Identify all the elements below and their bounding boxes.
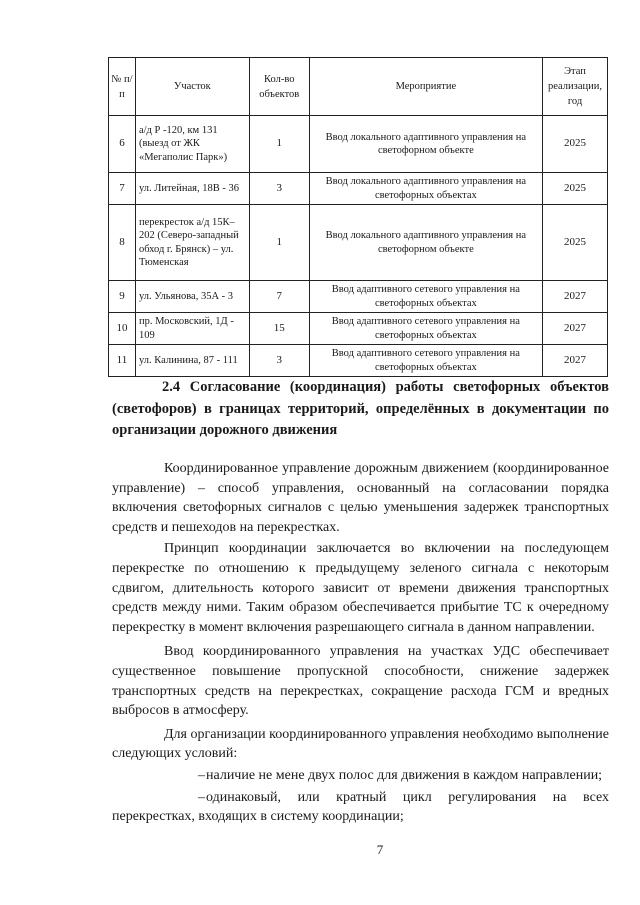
row-year: 2025	[543, 205, 608, 281]
table-row	[109, 205, 608, 281]
row-location: ул. Литейная, 18В - 36	[135, 173, 249, 205]
row-number: 8	[109, 205, 136, 281]
row-measure: Ввод адаптивного сетевого управления на светофорных объектах	[309, 345, 542, 377]
row-measure: Ввод локального адаптивного управления на светофорном объекте	[309, 205, 542, 281]
list-item	[112, 766, 609, 786]
header-location: Участок	[135, 58, 249, 116]
row-location: перекресток а/д 15К–202 (Северо-западный обход г. Брянск) – ул. Тюменская	[135, 205, 249, 281]
list-dash: –	[198, 789, 205, 805]
list-item	[112, 788, 609, 827]
list-item-text: наличие не мене двух полос для движения в каждом направлении;	[206, 767, 603, 783]
row-location: ул. Калинина, 87 - 111	[135, 345, 249, 377]
row-measure: Ввод локального адаптивного управления на светофорном объекте	[309, 116, 542, 173]
table-row	[109, 281, 608, 313]
header-measure: Мероприятие	[309, 58, 542, 116]
row-number: 9	[109, 281, 136, 313]
row-location: ул. Ульянова, 35А - 3	[135, 281, 249, 313]
section-heading-rest: (светофоров) в границах территорий, определённых в документации по организации дорожного движения	[112, 400, 609, 438]
row-count: 15	[249, 313, 309, 345]
list-item-text: одинаковый, или кратный цикл регулирования на всех перекрестках, входящих в систему координации;	[112, 789, 609, 825]
header-year: Этап реализации, год	[543, 58, 608, 116]
body-text	[112, 459, 609, 827]
row-year: 2027	[543, 345, 608, 377]
section-heading-line1: 2.4 Согласование (координация) работы светофорных объектов	[162, 379, 609, 395]
row-count: 1	[249, 205, 309, 281]
row-year: 2027	[543, 281, 608, 313]
table-row	[109, 345, 608, 377]
row-number: 11	[109, 345, 136, 377]
row-year: 2025	[543, 173, 608, 205]
row-year: 2025	[543, 116, 608, 173]
table-row	[109, 313, 608, 345]
row-measure: Ввод локального адаптивного управления на светофорных объектах	[309, 173, 542, 205]
page-number: 7	[376, 842, 384, 857]
row-count: 3	[249, 173, 309, 205]
paragraph: Координированное управление дорожным движением (координированное управление) – способ управления, основанный на согласовании порядка включения светофорных сигналов с целью уменьшения задержек транспортных средств и пешеходов на перекрестках.	[112, 461, 609, 535]
header-count: Кол-во объектов	[249, 58, 309, 116]
table-row	[109, 116, 608, 173]
paragraph: Принцип координации заключается во включении на последующем перекрестке по отношению к предыдущему зеленого сигнала с некоторым сдвигом, длительность которого зависит от времени движения транспортных средств между ними. Таким образом обеспечивается прибытие ТС к очередному перекрестку в момент включения разрешающего сигнала в данном направлении.	[112, 541, 609, 635]
row-count: 1	[249, 116, 309, 173]
row-number: 6	[109, 116, 136, 173]
row-count: 7	[249, 281, 309, 313]
list-dash: –	[198, 767, 205, 783]
row-number: 7	[109, 173, 136, 205]
row-measure: Ввод адаптивного сетевого управления на светофорных объектах	[309, 281, 542, 313]
row-count: 3	[249, 345, 309, 377]
row-year: 2027	[543, 313, 608, 345]
row-number: 10	[109, 313, 136, 345]
table-header-row	[109, 58, 608, 116]
row-location: а/д Р -120, км 131 (выезд от ЖК «Мегаполис Парк»)	[135, 116, 249, 173]
row-measure: Ввод адаптивного сетевого управления на светофорных объектах	[309, 313, 542, 345]
header-number: № п/п	[109, 58, 136, 116]
paragraph: Для организации координированного управления необходимо выполнение следующих условий:	[112, 726, 609, 762]
paragraph: Ввод координированного управления на участках УДС обеспечивает существенное повышение пропускной способности, снижение задержек транспортных средств на перекрестках, сокращение расхода ГСМ и вредных выбросов в атмосферу.	[112, 644, 609, 719]
row-location: пр. Московский, 1Д - 109	[135, 313, 249, 345]
measures-table	[108, 57, 608, 377]
section-heading	[112, 377, 609, 442]
table-row	[109, 173, 608, 205]
